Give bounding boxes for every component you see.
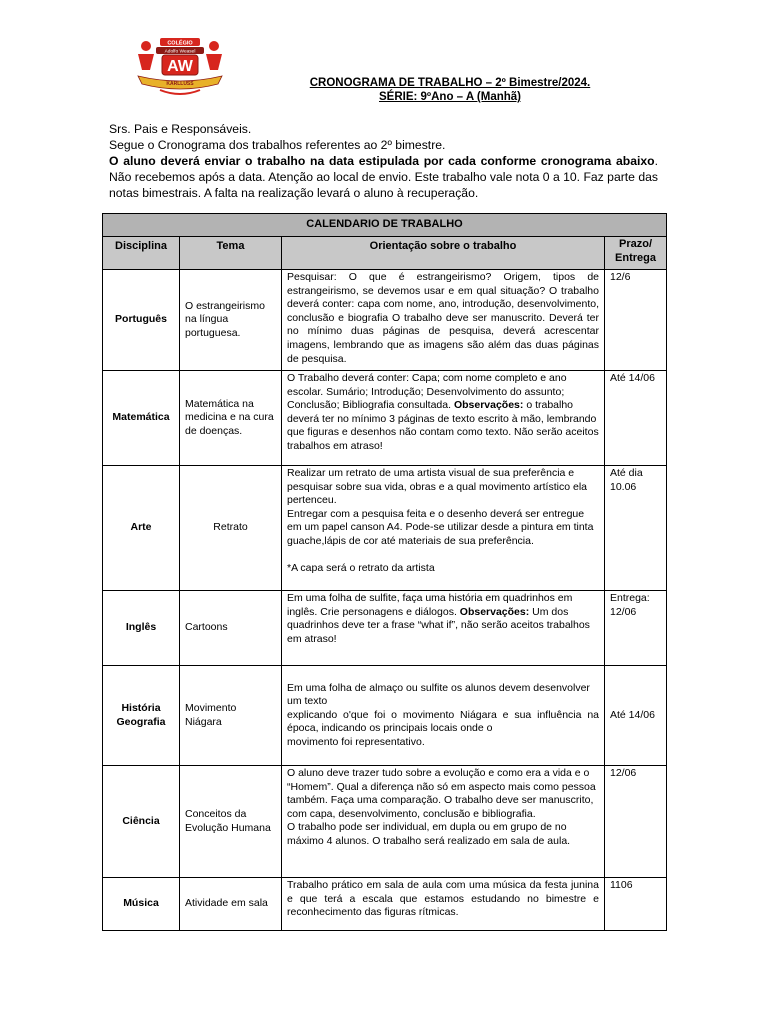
table-row	[103, 878, 667, 931]
header-disciplina: Disciplina	[103, 237, 180, 270]
row-orientacao	[282, 666, 605, 766]
logo-figure-left-body	[138, 54, 154, 70]
row-orientacao-paragraph: movimento foi representativo.	[287, 735, 425, 748]
intro-line: Segue o Cronograma dos trabalhos referentes ao 2º bimestre.	[109, 138, 446, 152]
row-orientacao	[282, 766, 605, 878]
row-orientacao-bold: Observações:	[453, 399, 524, 412]
schedule-table	[102, 213, 667, 931]
table-row	[103, 666, 667, 766]
row-orientacao-text: O Trabalho deverá conter: Capa; com nome completo e ano escolar. Sumário; Introdução; Desenvolvimento do assunto; Conclusão; Bibliografia consultada.	[287, 372, 567, 412]
row-orientacao-text: o trabalho deverá ter no mínimo 3 páginas de texto escrito à mão, lembrando que figuras e desenhos não contam como texto. Não serão aceitos trabalhos em atraso!	[287, 399, 599, 452]
logo-bottom-swirl	[160, 90, 200, 94]
row-orientacao	[282, 371, 605, 466]
row-orientacao-paragraph: Em uma folha de almaço ou sulfite os alunos devem desenvolver um texto	[287, 681, 590, 708]
row-prazo: 1106	[605, 878, 667, 931]
table-title: CALENDARIO DE TRABALHO	[103, 214, 667, 237]
table-row	[103, 466, 667, 591]
row-disciplina: Arte	[103, 466, 180, 591]
table-header-row	[103, 237, 667, 270]
table-row	[103, 270, 667, 371]
header-tema: Tema	[180, 237, 282, 270]
row-tema: Conceitos da Evolução Humana	[180, 766, 282, 878]
table-row	[103, 591, 667, 666]
row-orientacao-paragraph: Realizar um retrato de uma artista visual de sua preferência e pesquisar sobre sua vida, obras e a qual movimento artístico ela pertenceu.	[287, 467, 587, 507]
row-prazo: Até dia 10.06	[605, 466, 667, 591]
table-row	[103, 371, 667, 466]
row-prazo: 12/06	[605, 766, 667, 878]
row-disciplina: Música	[103, 878, 180, 931]
row-orientacao-text: Em uma folha de sulfite, faça uma história em quadrinhos em inglês. Crie personagens e diálogos.	[287, 592, 573, 618]
row-orientacao-paragraph: Entregar com a pesquisa feita e o desenho deverá ser entregue em um papel canson A4. Pode-se utilizar desde a pintura em tinta guache,lápis de cor até materiais de sua preferência.	[287, 507, 594, 547]
intro-greeting: Srs. Pais e Responsáveis.	[109, 122, 252, 136]
row-orientacao-paragraph: O trabalho pode ser individual, em dupla ou em grupo de no máximo 4 alunos. O trabalho será realizado em sala de aula.	[287, 821, 571, 847]
row-tema: Cartoons	[180, 591, 282, 666]
logo-ribbon-text: KARLLUSS	[166, 81, 194, 87]
row-orientacao: Trabalho prático em sala de aula com uma música da festa junina e que terá a escala que estamos estudando no bimestre e reconhecimento das figuras rítmicas.	[282, 878, 605, 931]
row-orientacao-paragraph: explicando o'que foi o movimento Niágara e sua influência na época, indicando os principais locais onde o	[287, 708, 599, 735]
row-tema: Atividade em sala	[180, 878, 282, 931]
table-title-row	[103, 214, 667, 237]
row-disciplina: Inglês	[103, 591, 180, 666]
document-subtitle: SÉRIE: 9ºAno – A (Manhã)	[379, 91, 521, 103]
header-orientacao: Orientação sobre o trabalho	[282, 237, 605, 270]
row-orientacao	[282, 466, 605, 591]
row-prazo: Até 14/06	[605, 371, 667, 466]
logo-figure-right-body	[206, 54, 222, 70]
intro-instructions-rest: . Não recebemos após a data. Atenção ao local de envio. Este trabalho vale nota 0 a 10. Faz parte das notas bimestrais. A falta na realização levará o aluno à recuperação.	[109, 154, 658, 200]
row-orientacao-note: *A capa será o retrato da artista	[287, 561, 435, 574]
row-tema: O estrangeirismo na língua portuguesa.	[180, 270, 282, 371]
school-logo	[132, 36, 228, 98]
logo-top-text: COLÉGIO	[167, 40, 193, 47]
logo-figure-left-head	[141, 41, 151, 51]
logo-figure-right-head	[209, 41, 219, 51]
intro-section	[109, 121, 658, 201]
row-orientacao-paragraph: O aluno deve trazer tudo sobre a evolução e como era a vida e o “Homem”. Qual a diferença não só em aspecto mais como pessoa também. Faça uma comparação. O trabalho deve ser manuscrito, com capa, desenvolvimento, conclusão e bibliografia.	[287, 767, 596, 820]
table-row	[103, 766, 667, 878]
row-prazo: Até 14/06	[605, 666, 667, 766]
row-tema: Matemática na medicina e na cura de doenças.	[180, 371, 282, 466]
row-prazo: 12/6	[605, 270, 667, 371]
logo-name-text: Adolfo Weasel	[164, 49, 196, 55]
document-header	[220, 76, 680, 104]
row-disciplina: Matemática	[103, 371, 180, 466]
row-disciplina: Português	[103, 270, 180, 371]
row-disciplina-line: Geografia	[116, 715, 166, 728]
row-tema: Retrato	[180, 466, 282, 591]
intro-instructions-bold: O aluno deverá enviar o trabalho na data estipulada por cada conforme cronograma abaixo	[109, 154, 655, 168]
intro-instructions	[109, 153, 658, 201]
row-tema: Movimento Niágara	[180, 666, 282, 766]
row-orientacao-text: Um dos quadrinhos deve ter a frase “what if”, não serão aceitos trabalhos em atraso!	[287, 605, 590, 645]
row-orientacao: Pesquisar: O que é estrangeirismo? Origem, tipos de estrangeirismo, se devemos usar e em qual situação? O trabalho deverá conter: capa com nome, ano, introdução, desenvolvimento, conclusão e biografia O trabalho deve ser manuscrito. Deverá ter no mínimo duas páginas de pesquisa, deverá acrescentar imagens, lembrando que as imagens são além das duas páginas de pesquisa.	[282, 270, 605, 371]
logo-initials: AW	[167, 58, 193, 75]
row-disciplina: Ciência	[103, 766, 180, 878]
row-orientacao-bold: Observações:	[459, 605, 530, 618]
row-disciplina	[103, 666, 180, 766]
row-orientacao	[282, 591, 605, 666]
document-title: CRONOGRAMA DE TRABALHO – 2º Bimestre/2024.	[309, 77, 591, 89]
row-disciplina-line: História	[121, 701, 161, 714]
header-prazo: Prazo/ Entrega	[605, 237, 667, 270]
row-prazo: Entrega: 12/06	[605, 591, 667, 666]
